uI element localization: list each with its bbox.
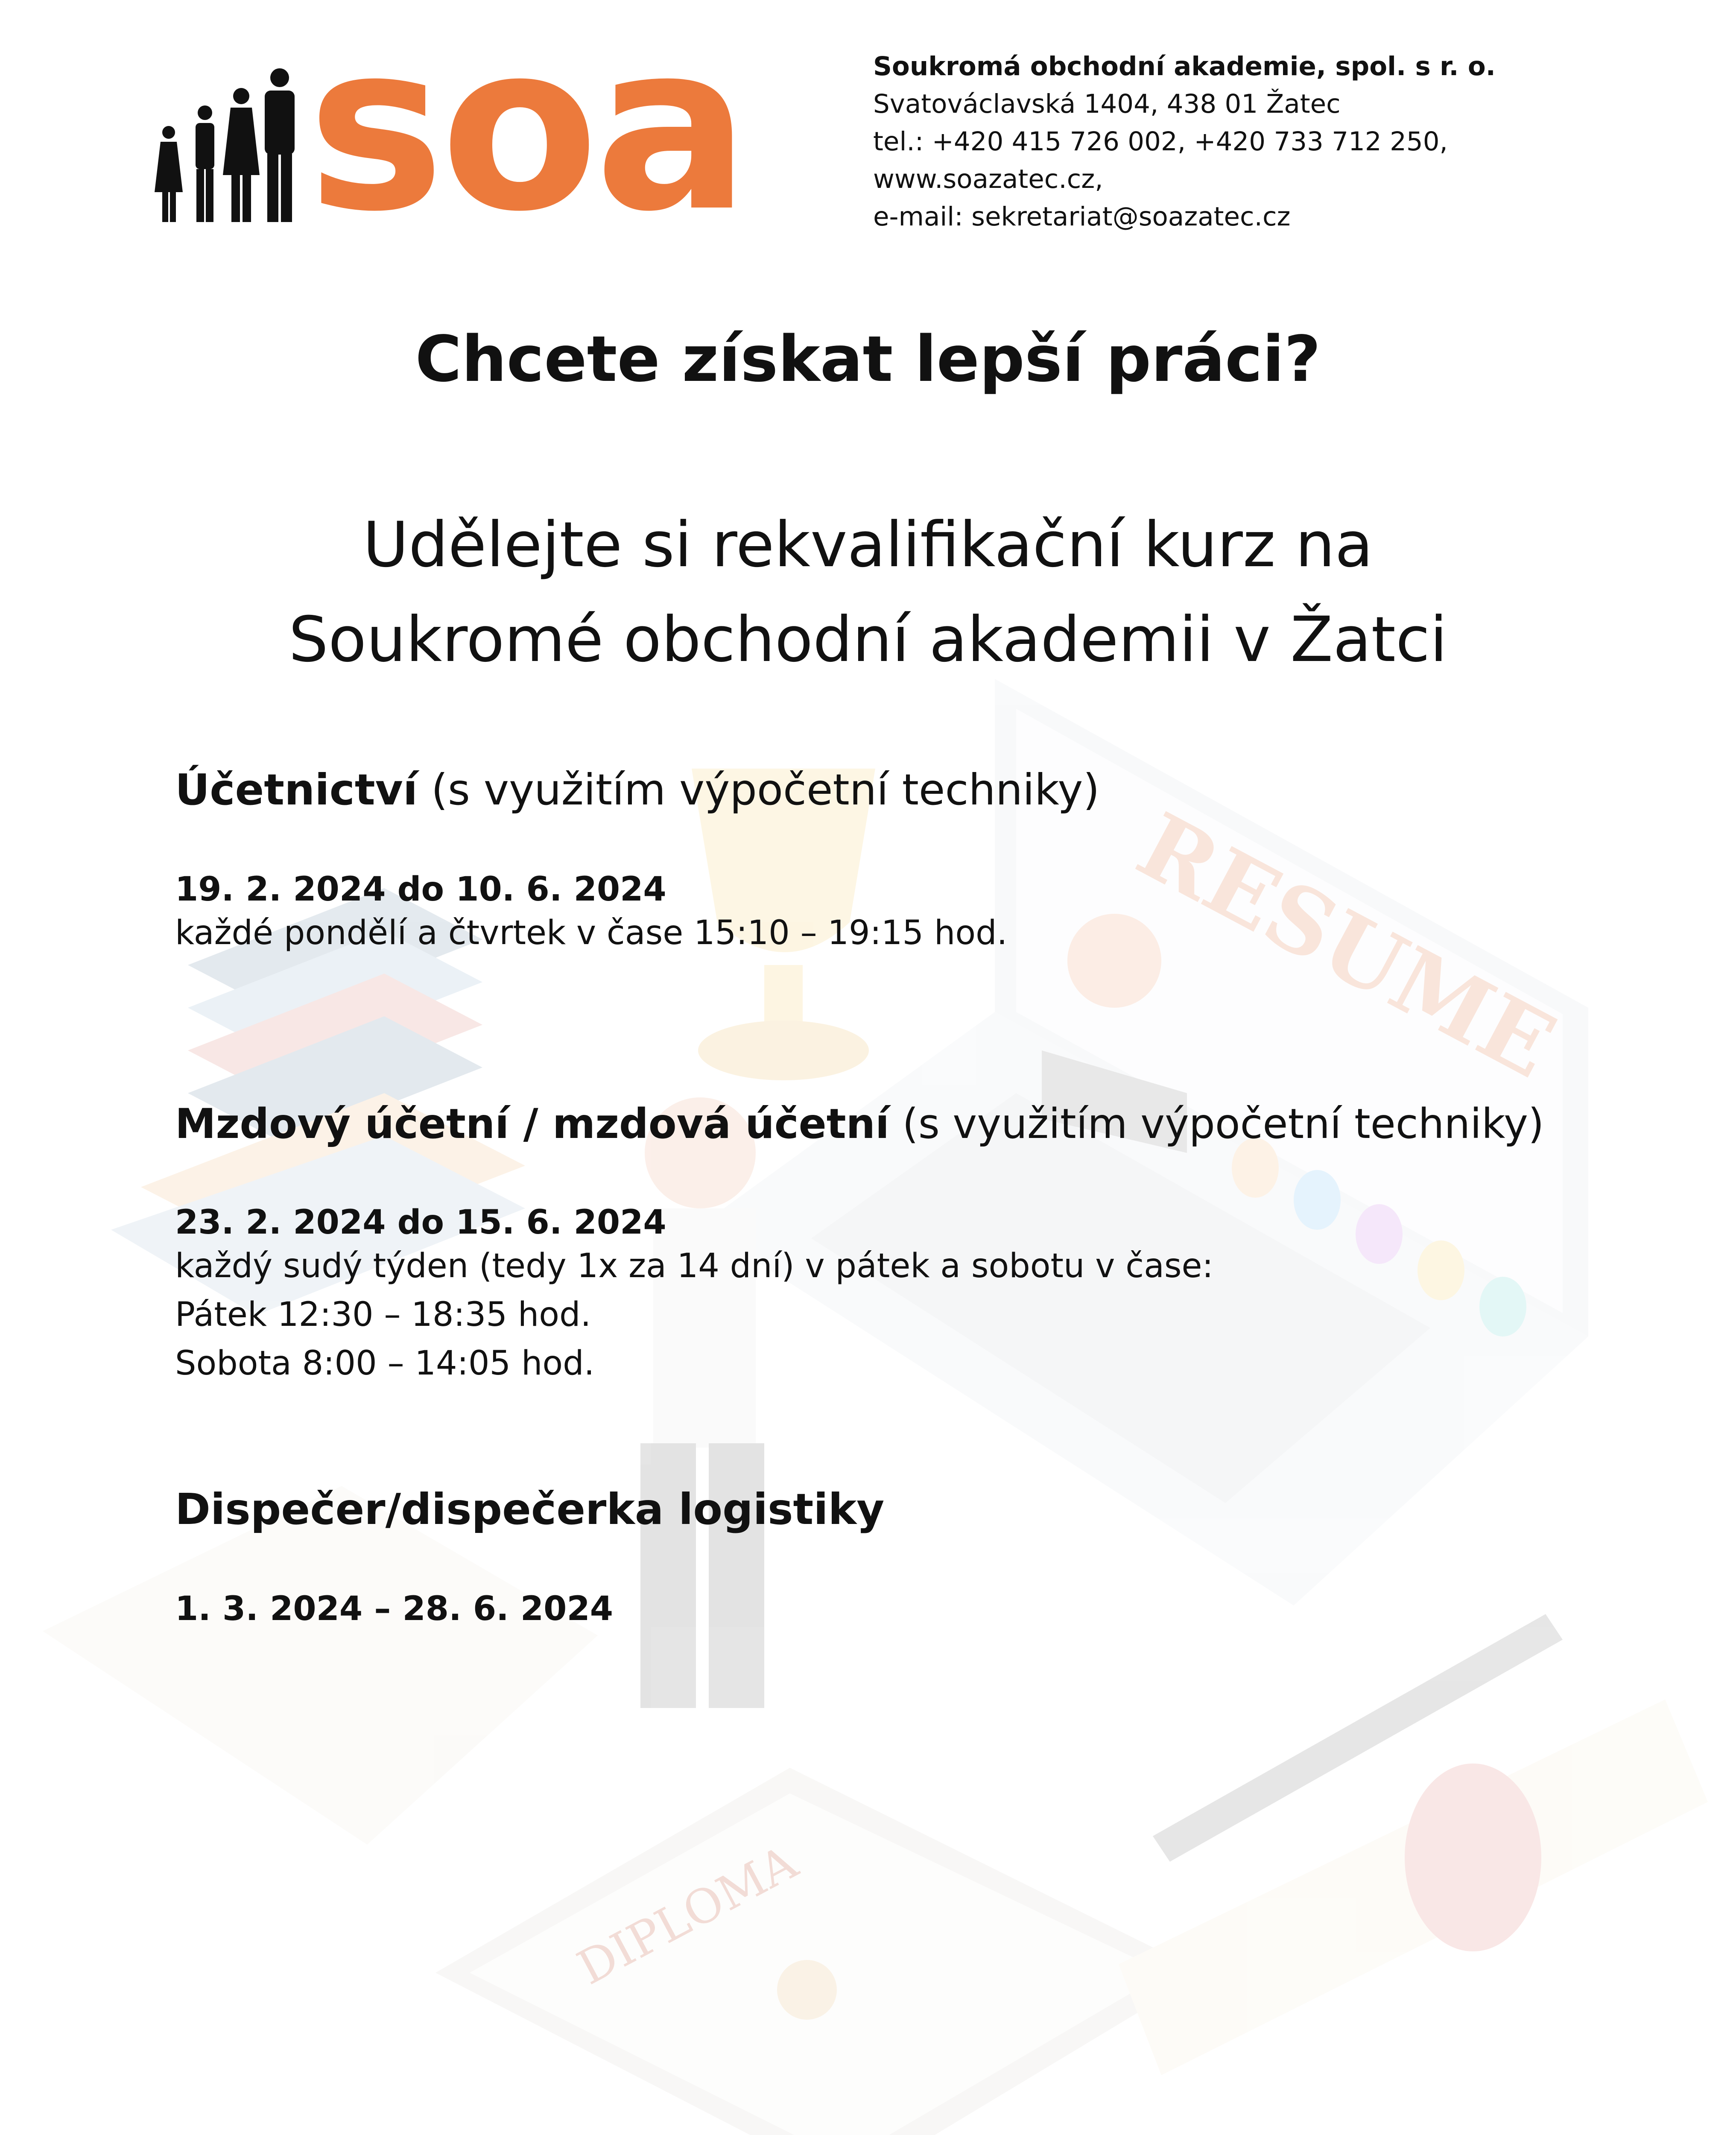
subtitle-line-2: Soukromé obchodní akademii v Žatci bbox=[289, 603, 1447, 676]
subtitle-line-1: Udělejte si rekvalifikační kurz na bbox=[363, 509, 1373, 581]
org-phone: tel.: +420 415 726 002, +420 733 712 250, bbox=[873, 126, 1448, 157]
org-address: Svatováclavská 1404, 438 01 Žatec bbox=[873, 89, 1341, 119]
org-name: Soukromá obchodní akademie, spol. s r. o. bbox=[873, 51, 1496, 82]
course-schedule-saturday: Sobota 8:00 – 14:05 hod. bbox=[175, 1344, 595, 1383]
people-logo-icon bbox=[149, 68, 312, 222]
org-web-link[interactable]: www.soazatec.cz, bbox=[873, 164, 1103, 194]
course-note: (s využitím výpočetní techniky) bbox=[431, 765, 1100, 815]
diploma-decoration-text: DIPLOMA bbox=[569, 1834, 806, 1995]
course-title bbox=[175, 1484, 884, 1535]
contact-block bbox=[873, 48, 1496, 236]
course-name: Dispečer/dispečerka logistiky bbox=[175, 1484, 885, 1534]
course-title bbox=[175, 1100, 1544, 1149]
course-name: Účetnictví bbox=[175, 765, 418, 815]
course-note: (s využitím výpočetní techniky) bbox=[902, 1100, 1544, 1148]
page-subtitle bbox=[0, 497, 1736, 687]
course-schedule: každý sudý týden (tedy 1x za 14 dní) v pátek a sobotu v čase: bbox=[175, 1247, 1213, 1286]
course-schedule-friday: Pátek 12:30 – 18:35 hod. bbox=[175, 1296, 591, 1334]
course-name: Mzdový účetní / mzdová účetní bbox=[175, 1100, 889, 1148]
page-title: Chcete získat lepší práci? bbox=[415, 322, 1321, 396]
course-logistics bbox=[175, 1484, 884, 1628]
course-title bbox=[175, 764, 1100, 816]
course-dates: 19. 2. 2024 do 10. 6. 2024 bbox=[175, 870, 666, 909]
course-dates: 1. 3. 2024 – 28. 6. 2024 bbox=[175, 1590, 613, 1628]
resume-decoration-text: RESUME bbox=[1121, 793, 1572, 1099]
course-dates: 23. 2. 2024 do 15. 6. 2024 bbox=[175, 1203, 666, 1242]
course-payroll bbox=[175, 1100, 1544, 1388]
brand-logo: soa bbox=[307, 0, 746, 262]
course-accounting bbox=[175, 764, 1100, 957]
org-email-link[interactable]: e-mail: sekretariat@soazatec.cz bbox=[873, 202, 1291, 232]
course-schedule: každé pondělí a čtvrtek v čase 15:10 – 19:15 hod. bbox=[175, 914, 1008, 952]
